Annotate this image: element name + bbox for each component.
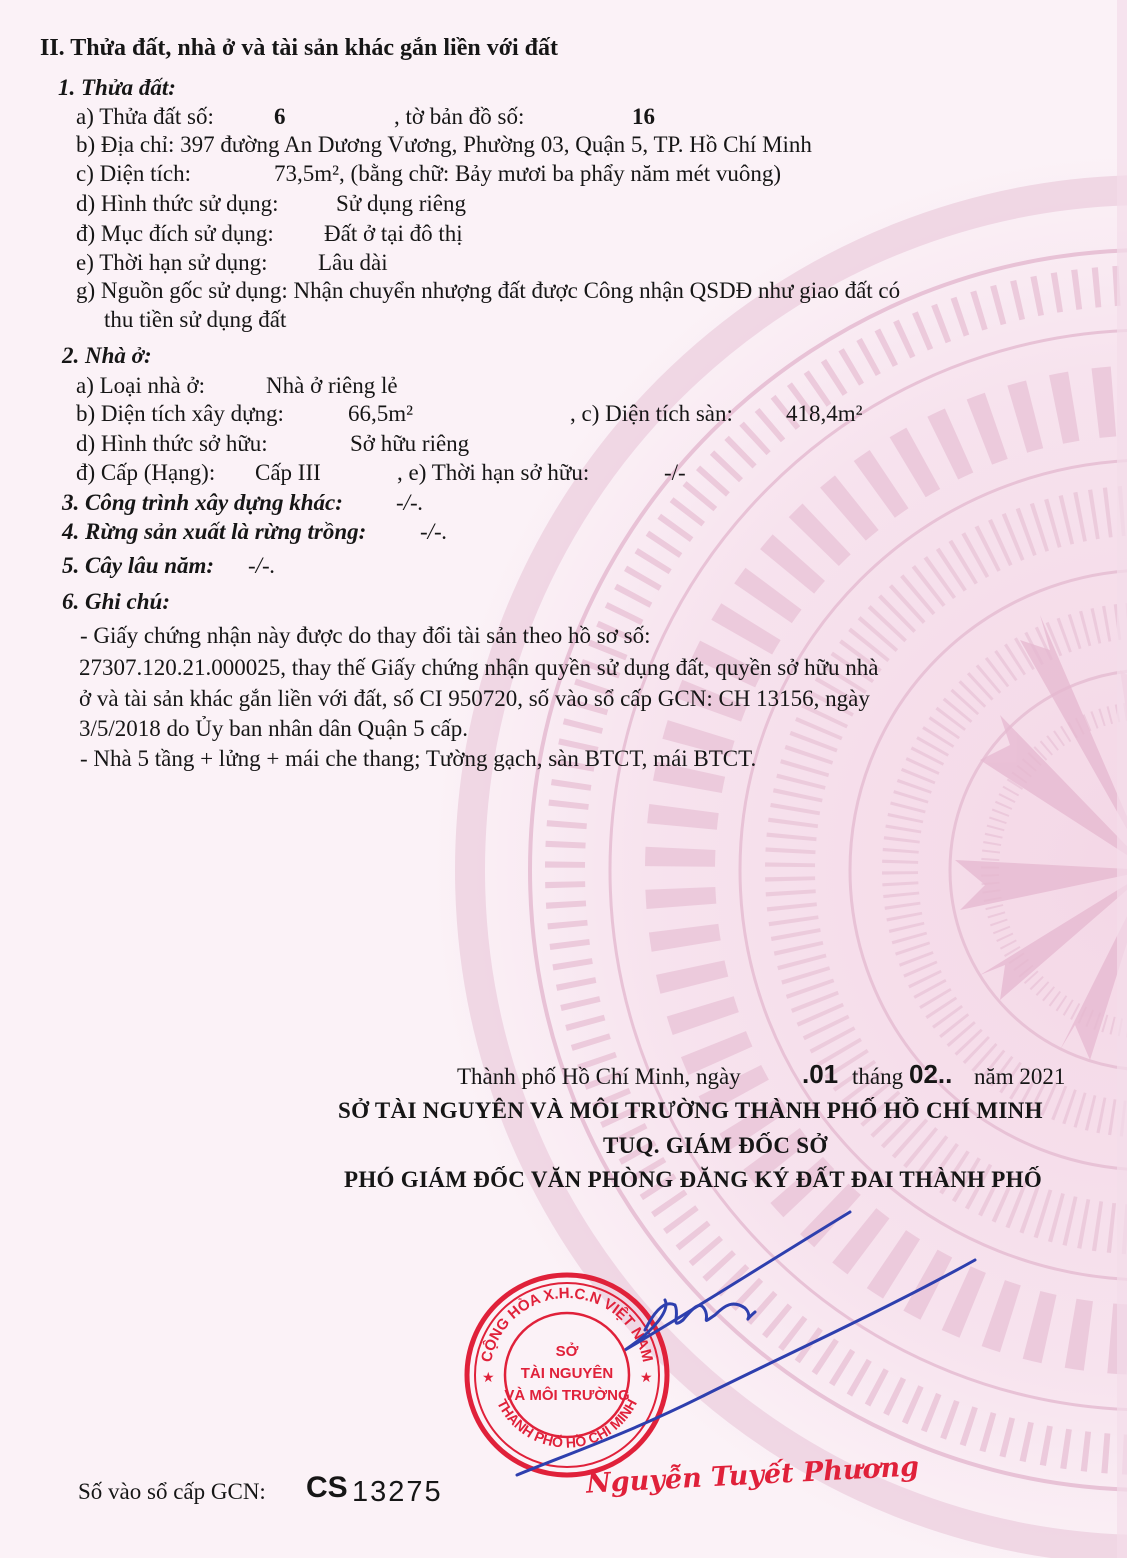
- issue-day: .01: [802, 1059, 839, 1089]
- notes-heading: 6. Ghi chú:: [62, 589, 170, 614]
- use-form-label: d) Hình thức sử dụng:: [76, 191, 279, 216]
- own-term-value: -/-: [664, 460, 686, 485]
- own-term-label: , e) Thời hạn sở hữu:: [397, 460, 590, 485]
- area-label: c) Diện tích:: [76, 161, 191, 186]
- grade-value: Cấp III: [255, 460, 321, 485]
- svg-text:CỘNG HÒA X.H.C.N VIỆT NAM: CỘNG HÒA X.H.C.N VIỆT NAM: [478, 1284, 656, 1364]
- register-number: 13275: [352, 1476, 443, 1508]
- issue-year: năm 2021: [974, 1064, 1066, 1089]
- notes-line-1: - Giấy chứng nhận này được do thay đổi tài sản theo hồ sơ số:: [80, 623, 651, 648]
- issuing-authority: SỞ TÀI NGUYÊN VÀ MÔI TRƯỜNG THÀNH PHỐ HỒ CHÍ MINH: [338, 1098, 1043, 1123]
- house-type-value: Nhà ở riêng lẻ: [266, 373, 398, 398]
- ownership-value: Sở hữu riêng: [350, 431, 470, 456]
- notes-line-2: 27307.120.21.000025, thay thế Giấy chứng nhận quyền sử dụng đất, quyền sở hữu nhà: [79, 655, 879, 680]
- issue-month: 02..: [909, 1059, 953, 1089]
- map-sheet-label: , tờ bản đồ số:: [394, 104, 525, 129]
- signature-strokes: [505, 1200, 985, 1490]
- forest-label: 4. Rừng sản xuất là rừng trồng:: [62, 519, 367, 544]
- notes-line-3: ở và tài sản khác gắn liền với đất, số CI 950720, số vào sổ cấp GCN: CH 13156, ngày: [79, 686, 870, 711]
- origin-line-1: g) Nguồn gốc sử dụng: Nhận chuyển nhượng đất được Công nhận QSDĐ như giao đất có: [76, 278, 901, 303]
- signer-name: Nguyễn Tuyết Phương: [585, 1451, 920, 1500]
- term-value: Lâu dài: [318, 250, 388, 275]
- other-works-value: -/-.: [396, 490, 424, 515]
- notes-line-5: - Nhà 5 tầng + lửng + mái che thang; Tường gạch, sàn BTCT, mái BTCT.: [80, 746, 757, 771]
- parcel-label: a) Thửa đất số:: [76, 104, 214, 129]
- address-line: b) Địa chỉ: 397 đường An Dương Vương, Phường 03, Quận 5, TP. Hồ Chí Minh: [76, 132, 812, 157]
- month-label: tháng: [852, 1064, 904, 1089]
- svg-text:TÀI NGUYÊN: TÀI NGUYÊN: [520, 1365, 614, 1382]
- other-works-label: 3. Công trình xây dựng khác:: [62, 490, 343, 515]
- forest-value: -/-.: [420, 519, 448, 544]
- notes-line-4: 3/5/2018 do Ủy ban nhân dân Quận 5 cấp.: [79, 716, 469, 741]
- register-label: Số vào sổ cấp GCN:: [78, 1479, 266, 1504]
- land-heading: 1. Thửa đất:: [58, 75, 176, 100]
- perennial-label: 5. Cây lâu năm:: [62, 553, 215, 578]
- area-value: 73,5m², (bằng chữ: Bảy mươi ba phẩy năm mét vuông): [274, 161, 782, 186]
- built-area-label: b) Diện tích xây dựng:: [76, 401, 284, 426]
- register-prefix: CS: [306, 1471, 348, 1504]
- purpose-value: Đất ở tại đô thị: [324, 221, 463, 246]
- house-heading: 2. Nhà ở:: [62, 343, 152, 368]
- floor-area-label: , c) Diện tích sàn:: [570, 401, 733, 426]
- svg-text:★: ★: [482, 1369, 495, 1385]
- svg-text:THÀNH PHỐ HỒ CHÍ MINH: THÀNH PHỐ HỒ CHÍ MINH: [494, 1396, 640, 1451]
- on-behalf-title: TUQ. GIÁM ĐỐC SỞ: [603, 1133, 828, 1158]
- perennial-value: -/-.: [248, 553, 276, 578]
- svg-text:★: ★: [640, 1369, 653, 1385]
- section-title: II. Thửa đất, nhà ở và tài sản khác gắn liền với đất: [40, 35, 559, 61]
- origin-line-2: thu tiền sử dụng đất: [104, 307, 287, 332]
- purpose-label: đ) Mục đích sử dụng:: [76, 221, 274, 246]
- svg-text:SỞ: SỞ: [555, 1343, 579, 1360]
- signer-position: PHÓ GIÁM ĐỐC VĂN PHÒNG ĐĂNG KÝ ĐẤT ĐAI THÀNH PHỐ: [344, 1167, 1043, 1192]
- built-area-value: 66,5m²: [348, 401, 414, 426]
- place-date-prefix: Thành phố Hồ Chí Minh, ngày: [457, 1064, 741, 1089]
- svg-text:VÀ MÔI TRƯỜNG: VÀ MÔI TRƯỜNG: [504, 1387, 630, 1404]
- house-type-label: a) Loại nhà ở:: [76, 373, 206, 398]
- ownership-label: d) Hình thức sở hữu:: [76, 431, 268, 456]
- floor-area-value: 418,4m²: [786, 401, 863, 426]
- map-sheet-number: 16: [632, 104, 655, 129]
- parcel-number: 6: [274, 104, 286, 129]
- grade-label: đ) Cấp (Hạng):: [76, 460, 216, 485]
- use-form-value: Sử dụng riêng: [336, 191, 467, 216]
- term-label: e) Thời hạn sử dụng:: [76, 250, 268, 275]
